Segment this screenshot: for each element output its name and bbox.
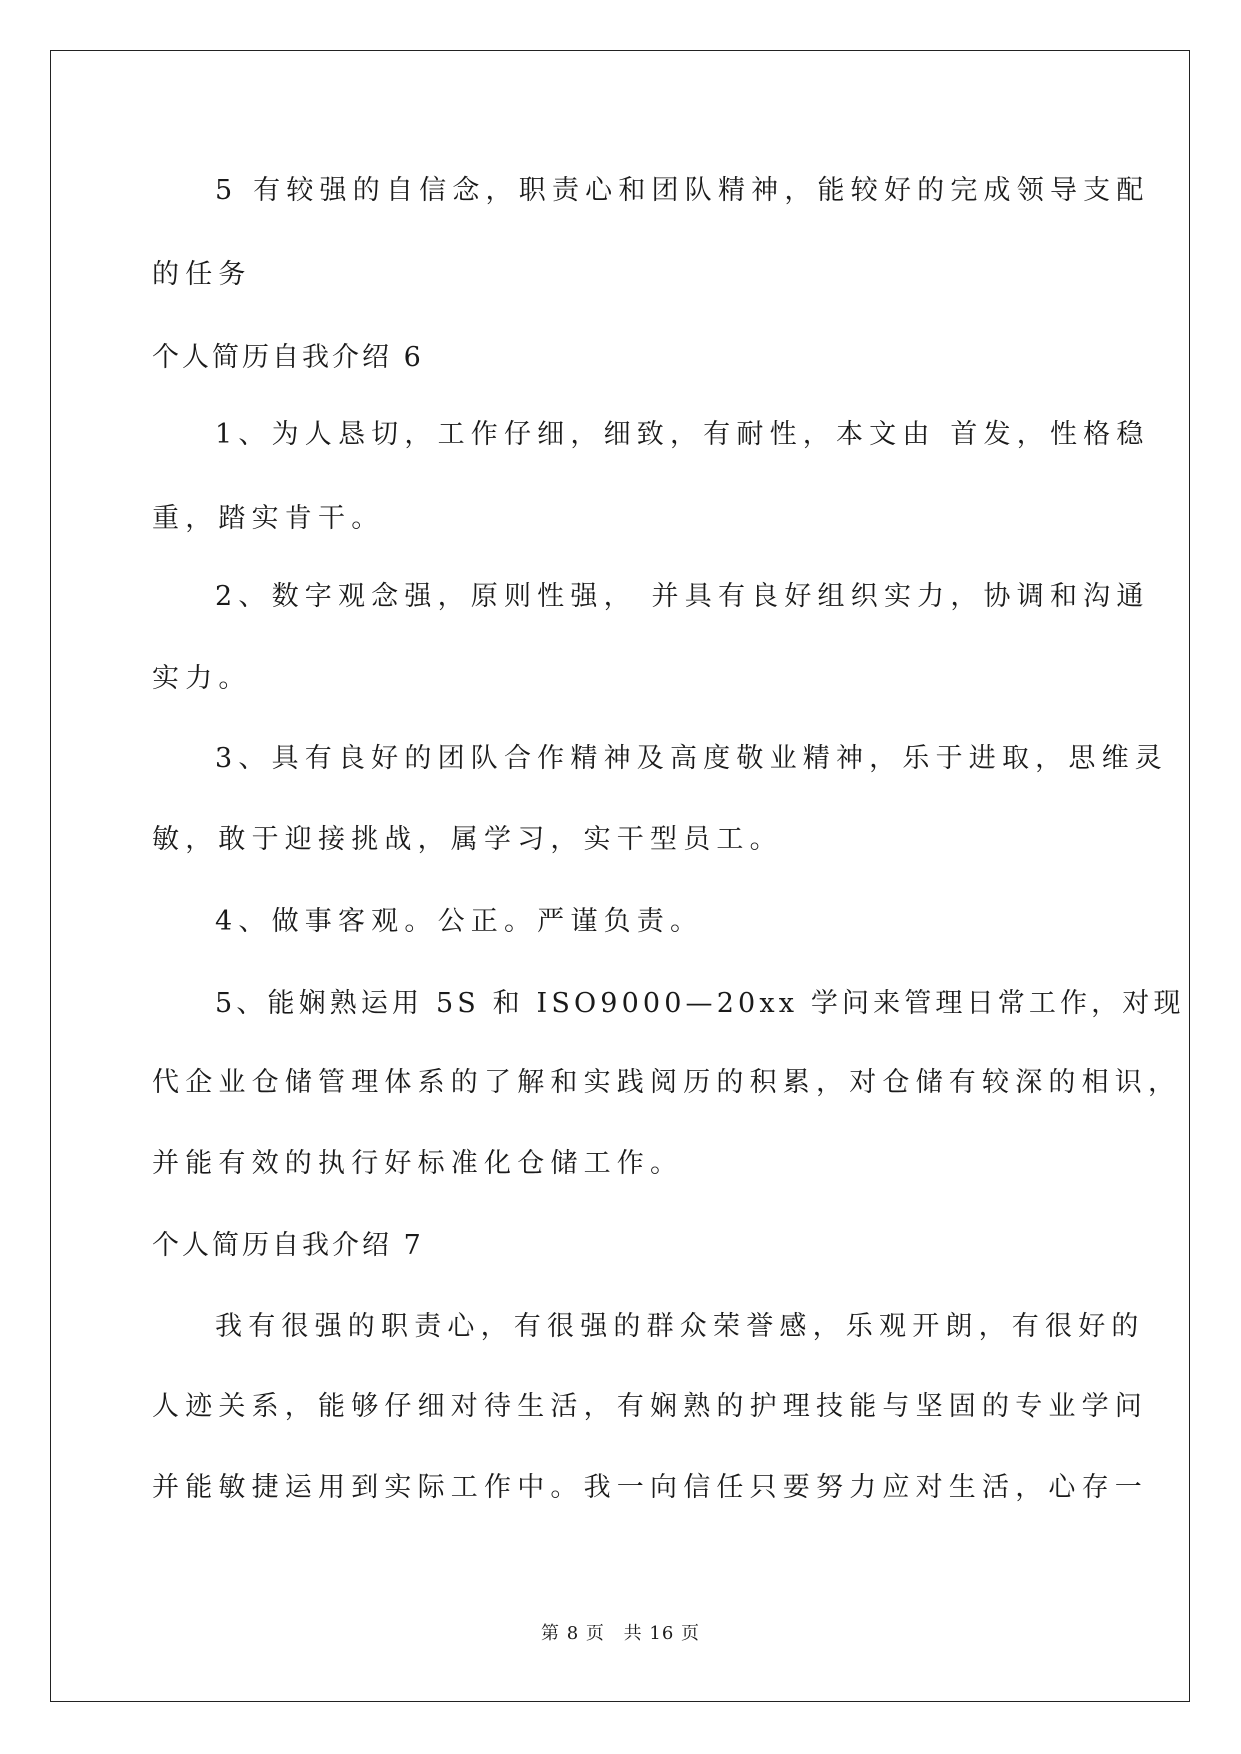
paragraph-line: 重，踏实肯干。 [152, 503, 385, 534]
paragraph-line: 5 有较强的自信念，职责心和团队精神，能较好的完成领导支配 [215, 175, 1150, 206]
section-heading: 个人简历自我介绍 7 [152, 1230, 424, 1261]
paragraph-line: 4、做事客观。公正。严谨负责。 [215, 906, 704, 937]
paragraph-line: 5、能娴熟运用 5S 和 ISO9000—20xx 学问来管理日常工作，对现 [215, 988, 1185, 1019]
paragraph-line: 敏，敢于迎接挑战，属学习，实干型员工。 [152, 824, 783, 855]
section-heading: 个人简历自我介绍 6 [152, 342, 424, 373]
paragraph-line: 3、具有良好的团队合作精神及高度敬业精神，乐于进取，思维灵 [215, 743, 1168, 774]
page-number: 第 8 页 [541, 1623, 605, 1644]
page-border [50, 50, 1190, 1702]
paragraph-line: 的任务 [152, 259, 252, 290]
paragraph-line: 我有很强的职责心，有很强的群众荣誉感，乐观开朗，有很好的 [215, 1311, 1145, 1342]
paragraph-line: 2、数字观念强，原则性强， 并具有良好组织实力，协调和沟通 [215, 581, 1150, 612]
page-total: 共 16 页 [623, 1623, 700, 1644]
page-footer [0, 1623, 1241, 1645]
paragraph-line: 人迹关系，能够仔细对待生活，有娴熟的护理技能与坚固的专业学问 [152, 1391, 1148, 1422]
paragraph-line: 1、为人恳切，工作仔细，细致，有耐性，本文由 首发，性格稳 [215, 419, 1150, 450]
paragraph-line: 代企业仓储管理体系的了解和实践阅历的积累，对仓储有较深的相识， [152, 1067, 1182, 1098]
paragraph-line: 实力。 [152, 663, 252, 694]
paragraph-line: 并能敏捷运用到实际工作中。我一向信任只要努力应对生活，心存一 [152, 1472, 1148, 1503]
paragraph-line: 并能有效的执行好标准化仓储工作。 [152, 1148, 684, 1179]
